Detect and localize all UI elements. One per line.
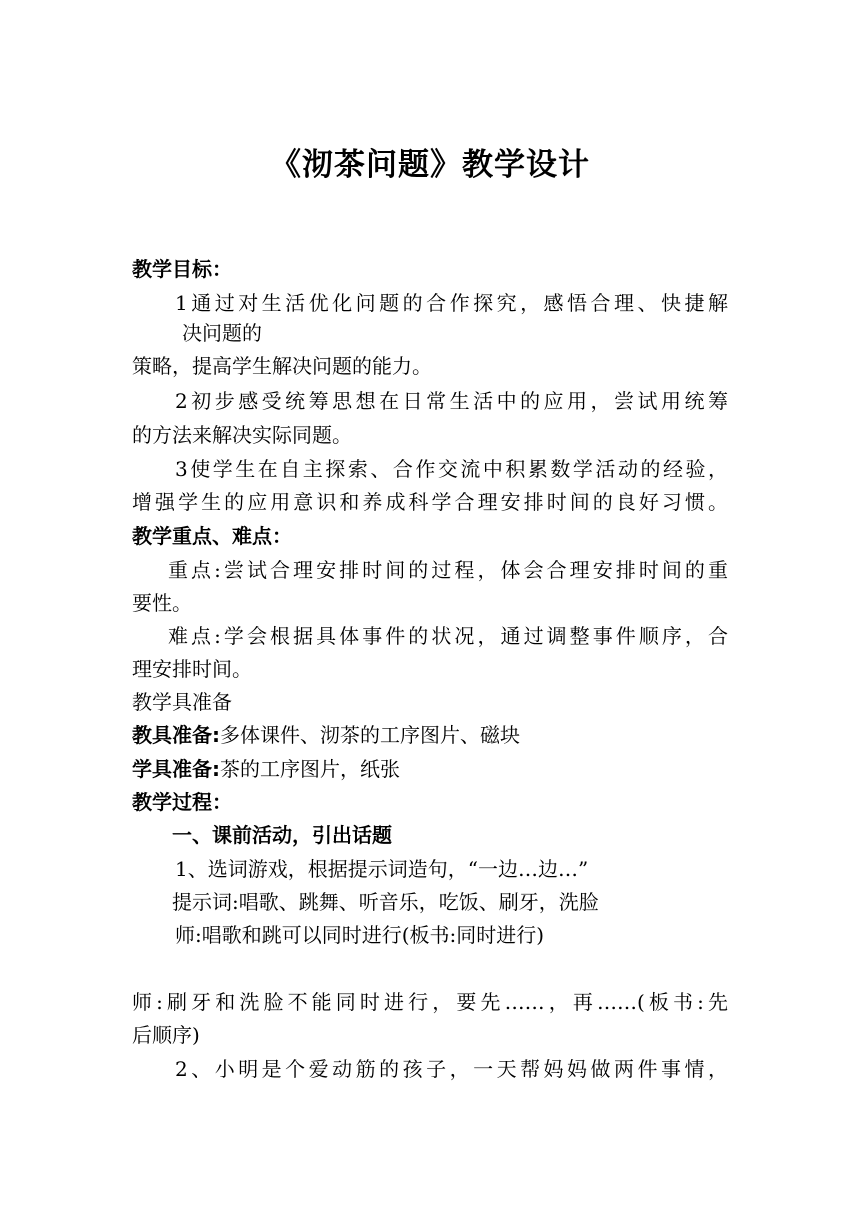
- teacher-prep: [132, 721, 520, 749]
- goal-1-line-3: 策略，提高学生解决问题的能力。: [132, 354, 432, 378]
- difficult-point-line-1: 难点:学会根据具体事件的状况，通过调整事件顺序，合: [168, 624, 728, 648]
- section-1-heading: 一、课前活动，引出话题: [172, 823, 392, 847]
- goal-3-line-2: 增强学生的应用意识和养成科学合理安排时间的良好习惯。: [132, 490, 728, 514]
- key-point-line-2: 要性。: [132, 591, 192, 615]
- goal-1-line-2: 决问题的: [182, 321, 262, 345]
- step-1-line-1: 1、选词游戏，根据提示词造句，“一边…边…”: [175, 857, 589, 881]
- teacher-prep-text: 多体课件、沏茶的工序图片、磁块: [220, 723, 520, 747]
- goal-1-line-1: 1通过对生活优化问题的合作探究，感悟合理、快捷解: [175, 291, 728, 315]
- step-1-line-4: 师:刷牙和洗脸不能同时进行，要先……，再……(板书:先: [132, 990, 728, 1014]
- key-point-line-1: 重点:尝试合理安排时间的过程，体会合理安排时间的重: [168, 558, 728, 582]
- goal-3-line-1: 3使学生在自主探索、合作交流中积累数学活动的经验，: [175, 457, 728, 481]
- difficult-point-line-2: 理安排时间。: [132, 657, 252, 681]
- prep-heading: 教学具准备: [132, 690, 232, 714]
- step-1-line-5: 后顺序): [132, 1023, 200, 1047]
- student-prep-text: 茶的工序图片，纸张: [220, 757, 400, 781]
- keypoints-heading: 教学重点、难点：: [132, 524, 292, 548]
- goal-2-line-2: 的方法来解决实际同题。: [132, 423, 352, 447]
- step-1-line-3: 师:唱歌和跳可以同时进行(板书:同时进行): [175, 923, 545, 947]
- student-prep-label: 学具准备:: [132, 757, 220, 781]
- step-1-line-2: 提示词:唱歌、跳舞、听音乐，吃饭、刷牙，洗脸: [172, 890, 599, 914]
- step-2-line-1: 2、小明是个爱动筋的孩子，一天帮妈妈做两件事情，: [175, 1057, 728, 1081]
- teacher-prep-label: 教具准备:: [132, 723, 220, 747]
- goal-2-line-1: 2初步感受统筹思想在日常生活中的应用，尝试用统筹: [175, 389, 728, 413]
- student-prep: [132, 755, 400, 783]
- document-title: 《沏茶问题》教学设计: [270, 147, 590, 183]
- goals-heading: 教学目标：: [132, 257, 232, 281]
- process-heading: 教学过程：: [132, 790, 232, 814]
